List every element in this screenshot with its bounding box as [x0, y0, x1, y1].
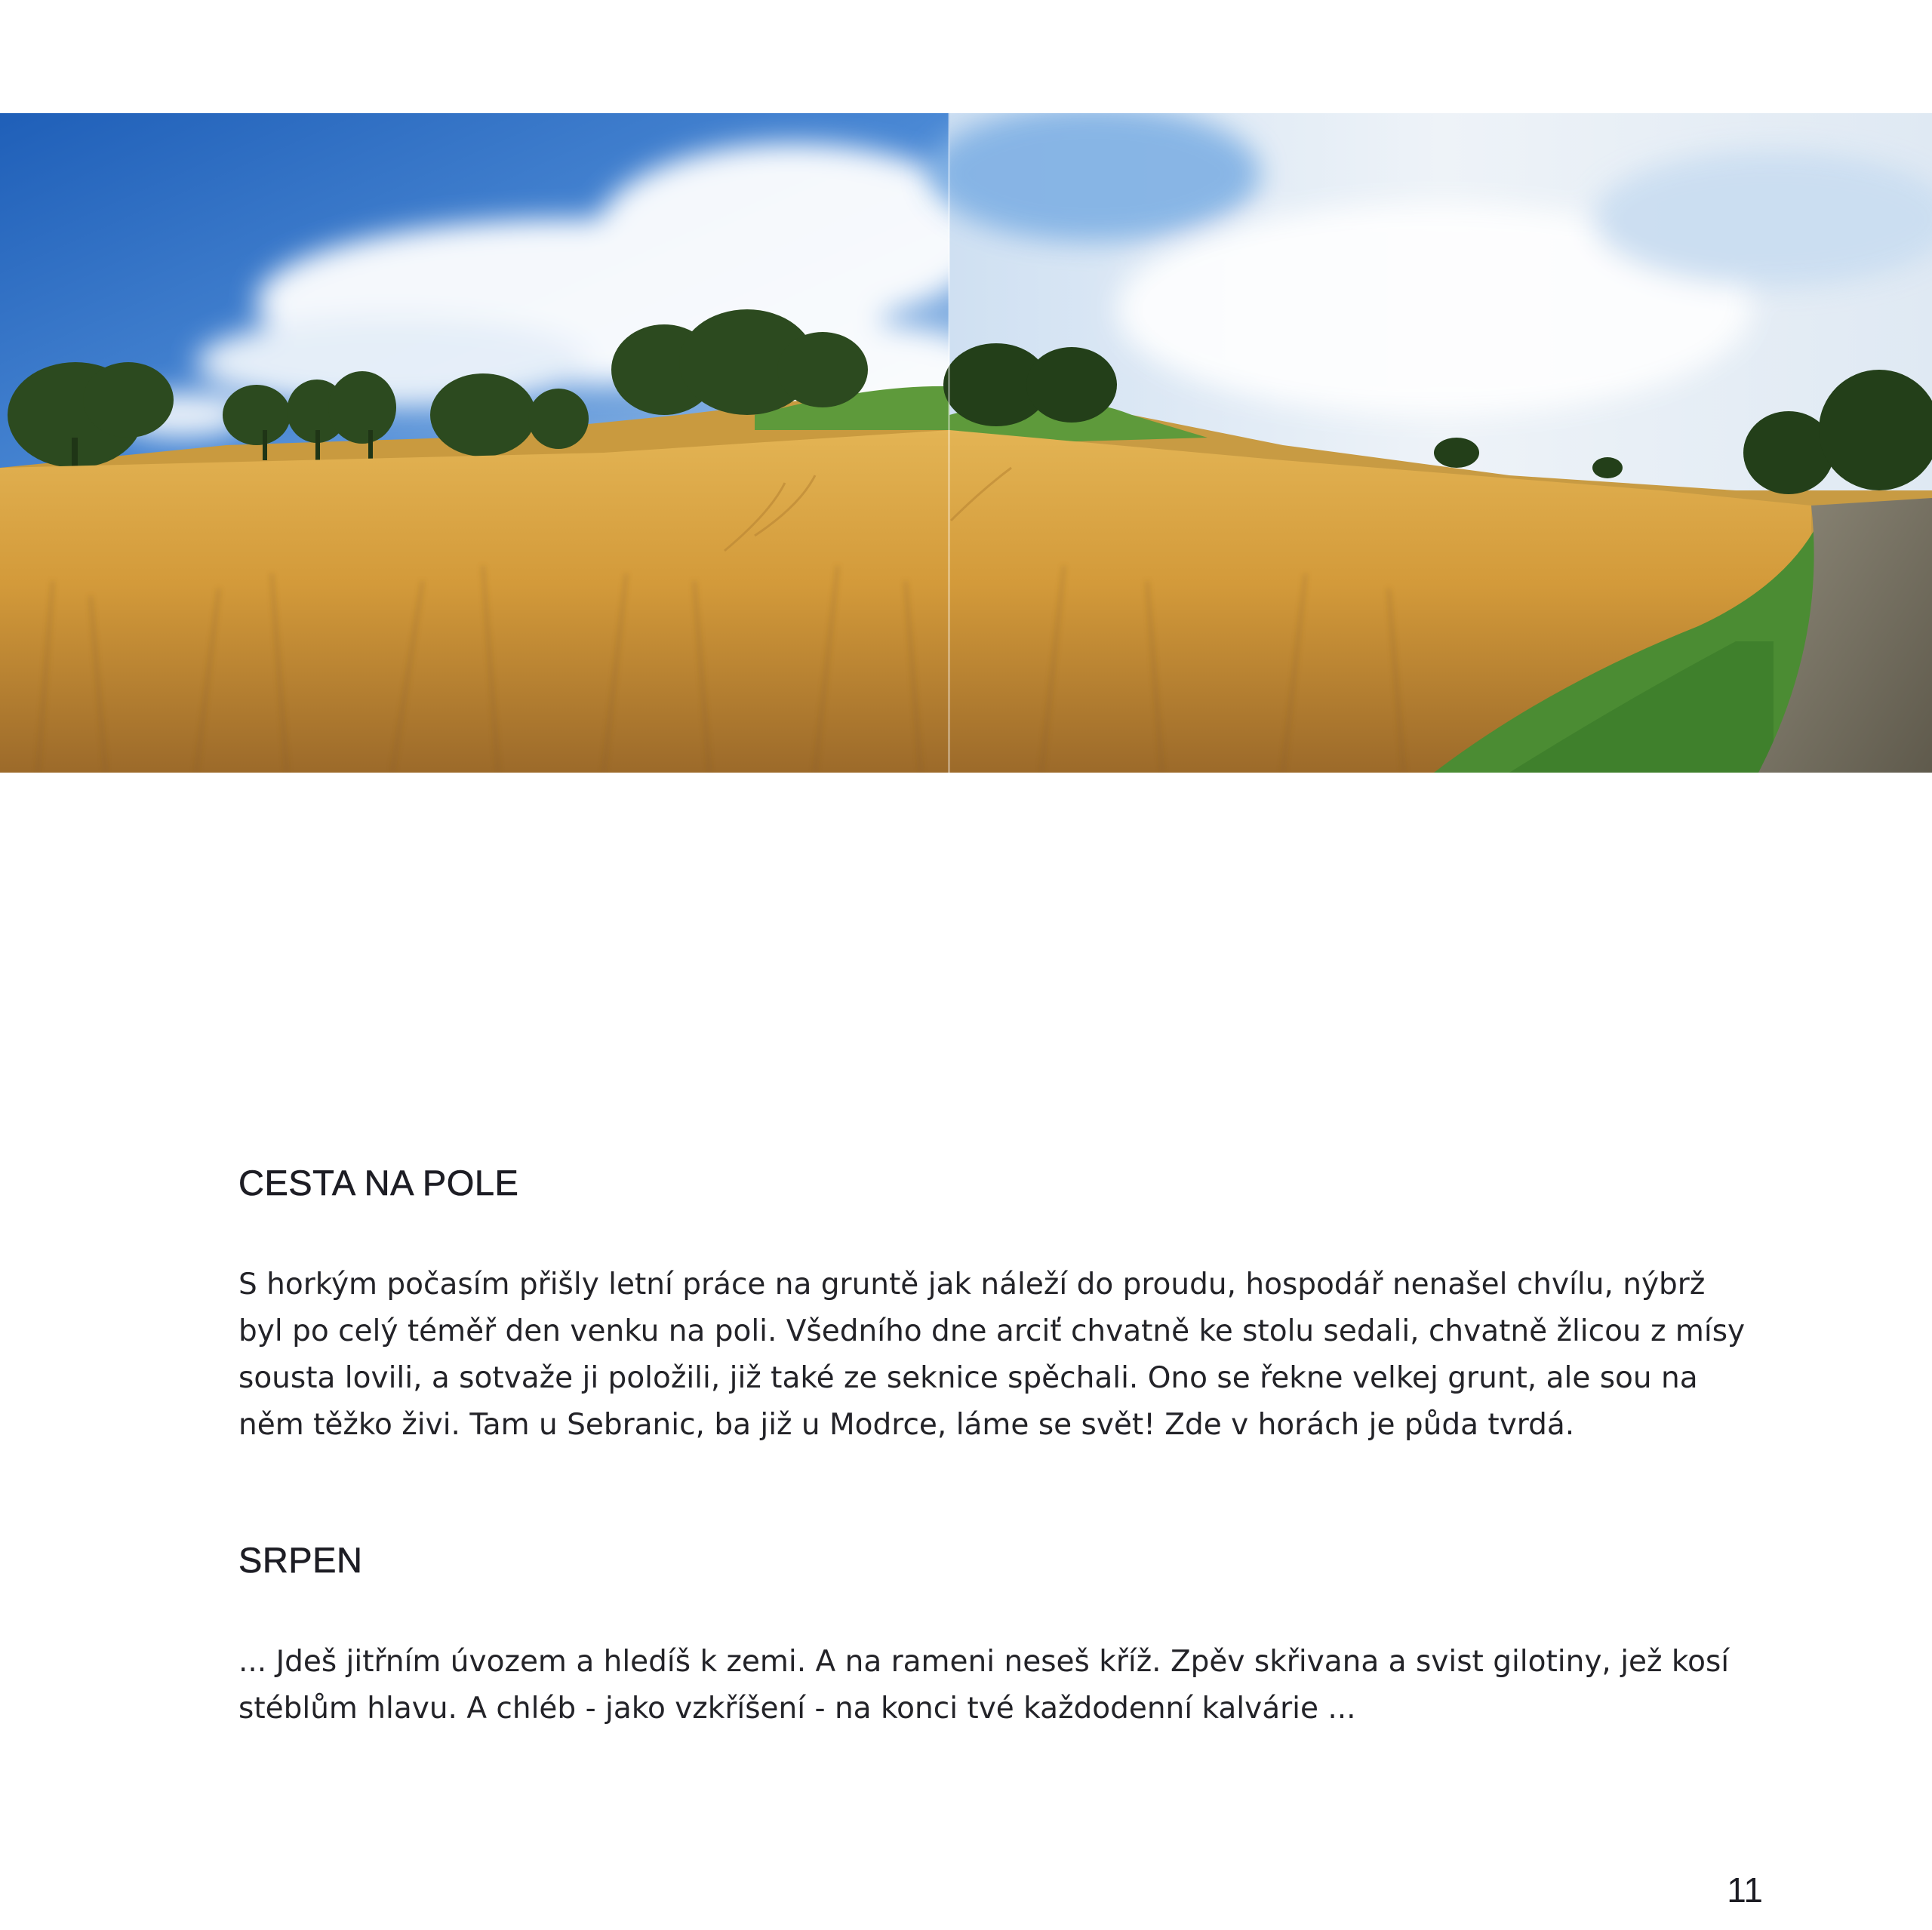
section-title-cesta-na-pole: CESTA NA POLE: [238, 1163, 519, 1203]
section-body-cesta-na-pole: S horkým počasím přišly letní práce na gruntě jak náleží do proudu, hospodář nenašel chvílu, nýbrž byl po celý téměř den venku na poli. Všedního dne arciť chvatně ke stolu sedali, chvatně žlicou z mísy sousta lovili, a sotvaže ji položili, již také ze seknice spěchali. Ono se řekne velkej grunt, ale sou na něm těžko živi. Tam u Sebranic, ba již u Modrce, láme se svět! Zde v horách je půda tvrdá.: [238, 1268, 1746, 1442]
wheat-field-panorama-image: [0, 113, 1932, 773]
panorama-photo: [0, 113, 1932, 773]
section-title-srpen: SRPEN: [238, 1540, 363, 1580]
section-body-srpen: ... Jdeš jitřním úvozem a hledíš k zemi. A na rameni neseš kříž. Zpěv skřivana a svist gilotiny, jež kosí stéblům hlavu. A chléb - jako vzkříšení - na konci tvé každodenní kalvárie ...: [238, 1645, 1730, 1726]
page-number: 11: [1727, 1870, 1763, 1910]
